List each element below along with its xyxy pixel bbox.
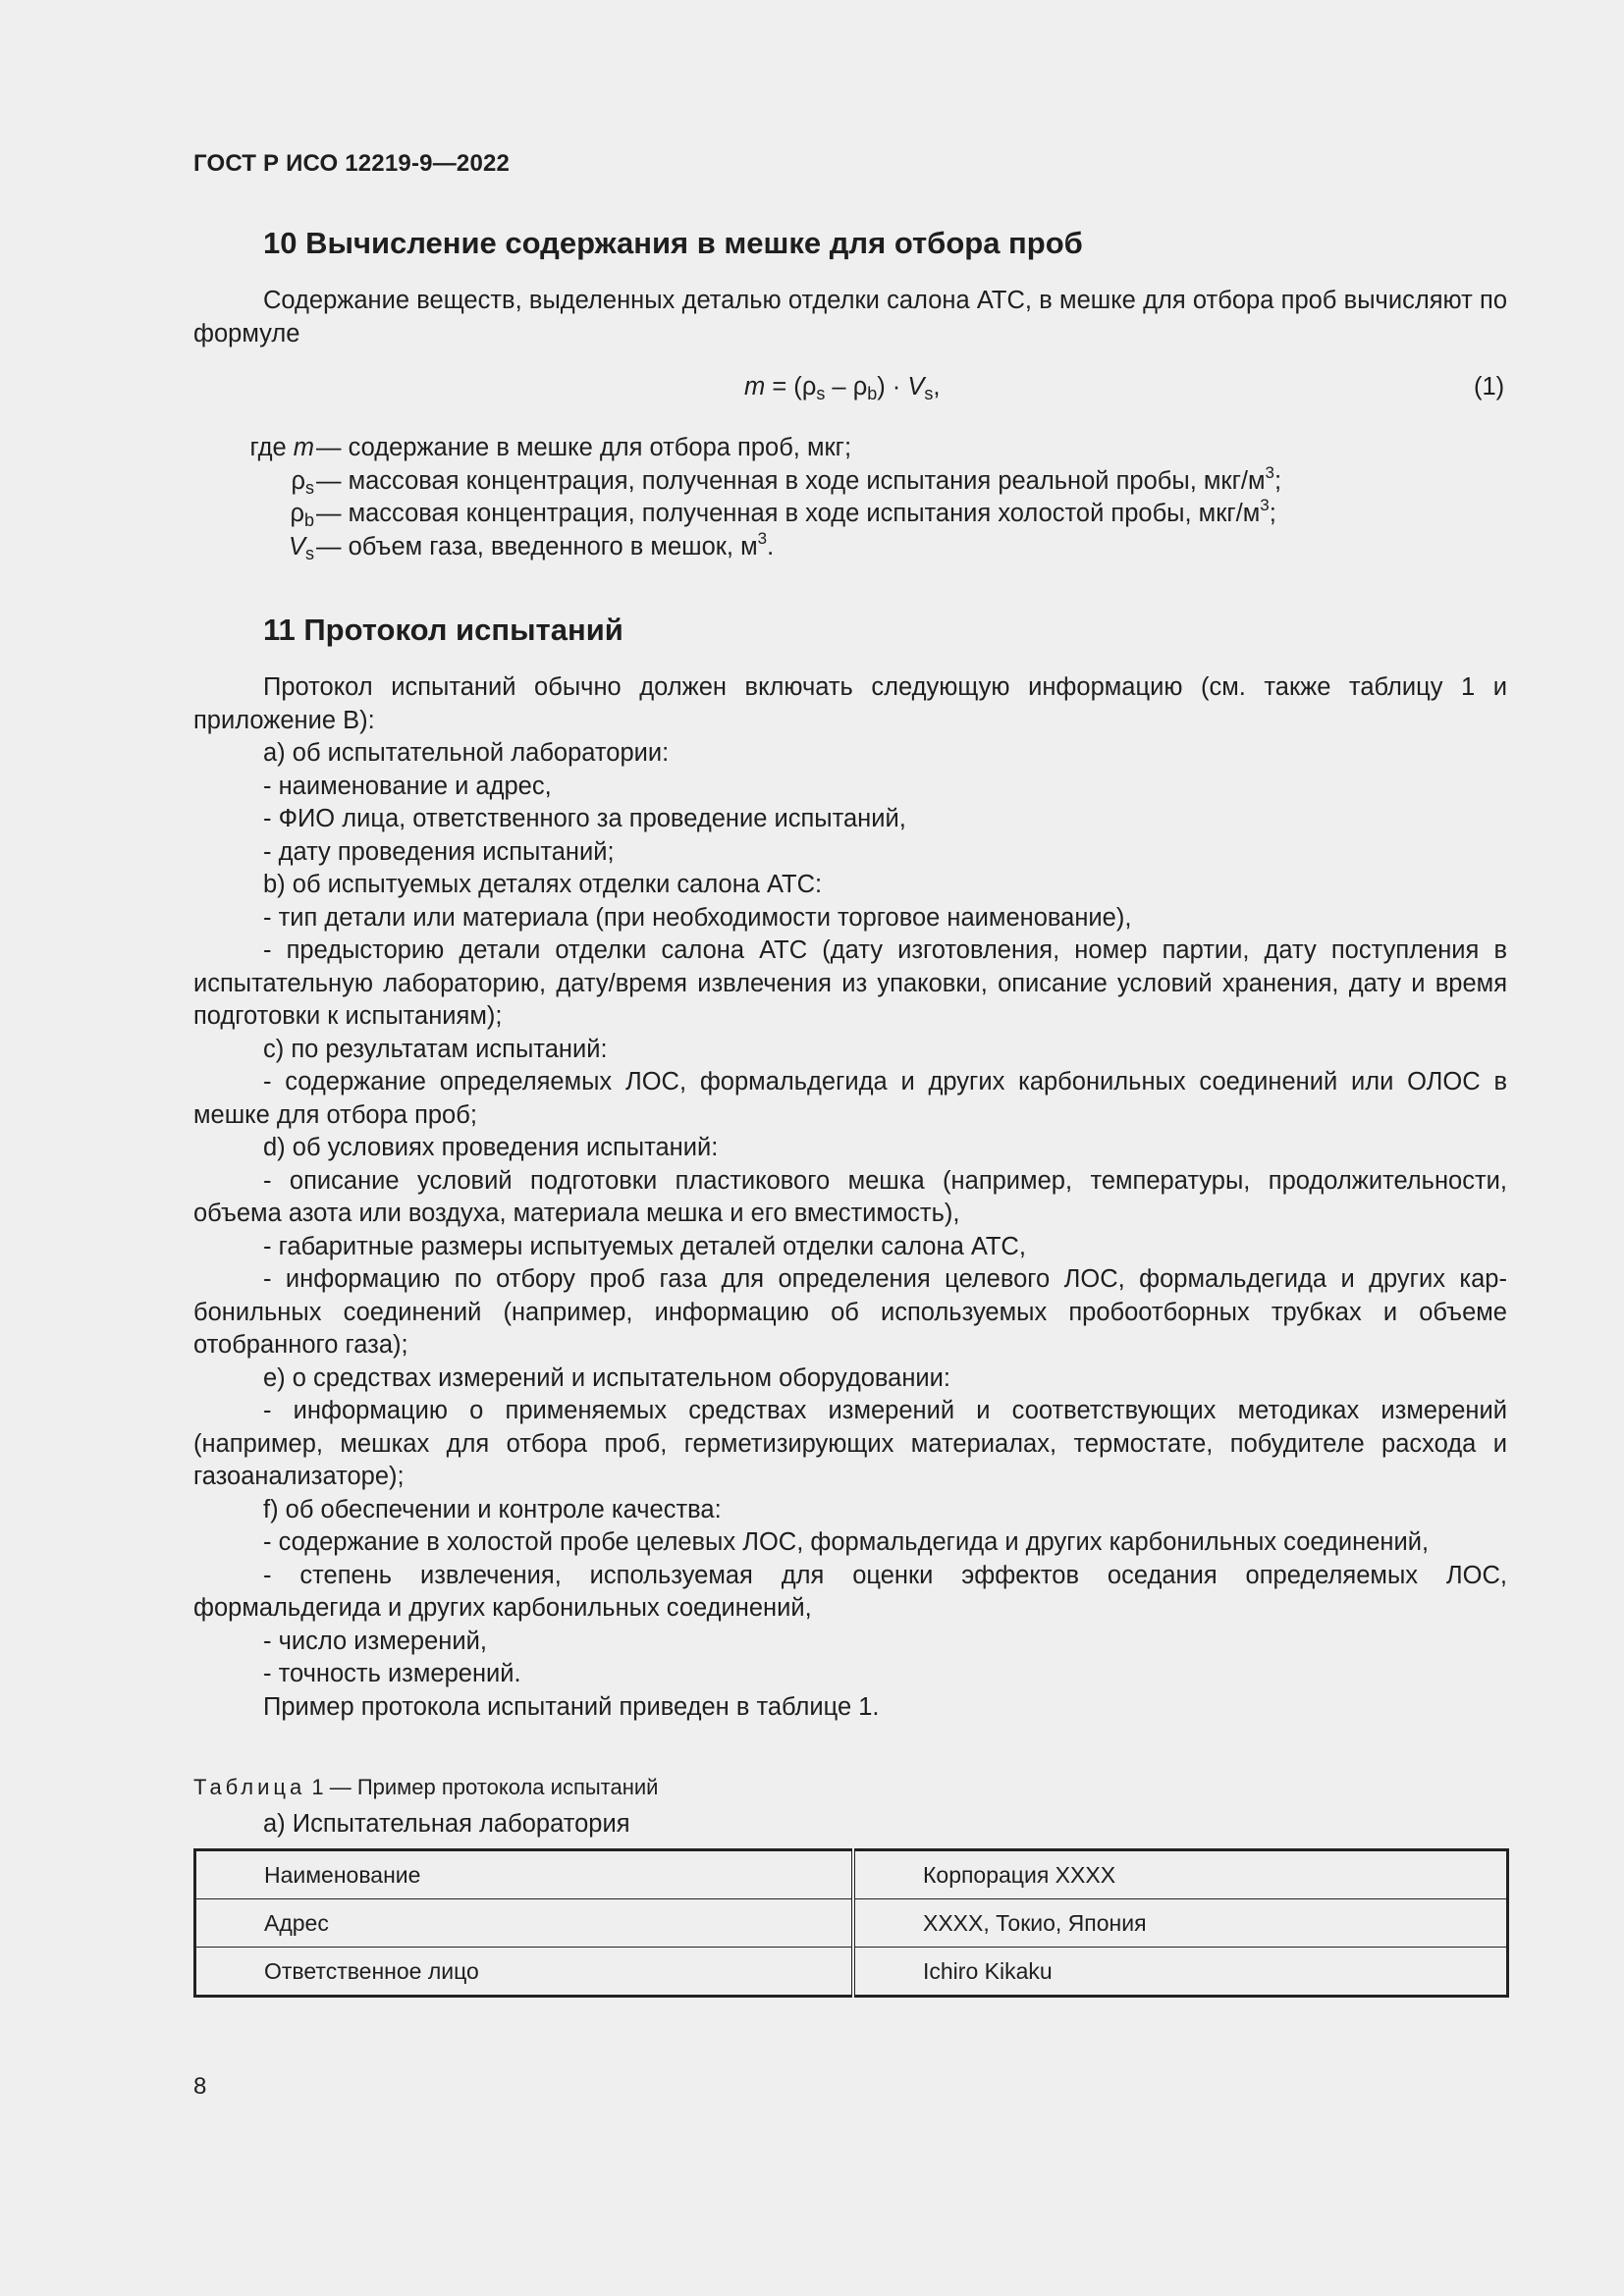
paragraph: - содержание определяемых ЛОС, формальдегида и других карбонильных соединений или ОЛОС в мешке для отбора проб; (193, 1068, 1507, 1129)
table-subtitle: a) Испытательная лаборатория (263, 1810, 630, 1838)
section-10-intro (193, 285, 1507, 350)
formula-rho-s: ρ (801, 373, 817, 400)
table-cell-label: Наименование (195, 1850, 854, 1899)
legend-sub: b (303, 510, 314, 530)
legend-lead: где (249, 434, 294, 461)
legend-sym: m (293, 434, 314, 461)
table-cell-label: Адрес (195, 1899, 854, 1948)
formula-sub-s: s (816, 384, 826, 403)
paragraph: - информацию по отбору проб газа для определения целевого ЛОС, формальдегида и других карбонильных соединений (например, информацию об используемых пробоотборных трубках и объеме отобранного газа); (193, 1265, 1507, 1359)
legend-desc-text: — массовая концентрация, полученная в ходе испытания реальной пробы, мкг/м (316, 466, 1266, 495)
legend-sup: 3 (757, 528, 768, 548)
paragraph: a) об испытательной лаборатории: (263, 739, 670, 767)
paragraph: - дату проведения испытаний; (263, 837, 615, 866)
paragraph: e) о средствах измерений и испытательном оборудовании: (263, 1363, 951, 1392)
paragraph: Протокол испытаний обычно должен включать следующую информацию (см. также таблицу 1 и приложение В): (193, 673, 1507, 734)
paragraph: d) об условиях проведения испытаний: (263, 1134, 719, 1161)
legend-sym: V (288, 532, 305, 561)
legend-symbol (249, 434, 314, 462)
paragraph: f) об обеспечении и контроле качества: (263, 1495, 722, 1523)
paragraph: - габаритные размеры испытуемых деталей отделки салона АТС, (263, 1232, 1026, 1260)
paragraph: - наименование и адрес, (263, 772, 552, 800)
paragraph: - содержание в холостой пробе целевых ЛОС, формальдегида и других карбонильных соединений, (263, 1528, 1430, 1556)
table-cell-value: Корпорация ХХХХ (853, 1850, 1508, 1899)
document-header: ГОСТ Р ИСО 12219-9—2022 (193, 150, 511, 177)
legend-desc-text: — массовая концентрация, полученная в ходе испытания холостой пробы, мкг/м (316, 500, 1261, 527)
paragraph: - тип детали или материала (при необходимости торговое наименование), (263, 903, 1132, 932)
formula-number: (1) (1474, 373, 1505, 400)
table-caption (193, 1775, 658, 1800)
legend-desc-text: — объем газа, введенного в мешок, м (316, 532, 758, 561)
formula-sub-b: b (867, 384, 878, 403)
formula-sub-vs: s (924, 384, 934, 403)
section-11-body (193, 671, 1507, 1724)
formula-dot: ) · (877, 373, 908, 400)
paragraph: - информацию о применяемых средствах измерений и соответствующих методиках измерений (например, мешках для отбора проб, герметизирующих материалах, термостате, побудителе расхода и газоанализаторе); (193, 1397, 1507, 1490)
paragraph: - описание условий подготовки пластикового мешка (например, температуры, продолжительности, объема азота или воздуха, материала мешка и его вместимость), (193, 1166, 1507, 1227)
formula-eq: = ( (765, 373, 802, 400)
paragraph: b) об испытуемых деталях отделки салона АТС: (263, 871, 823, 898)
formula-minus: – (825, 373, 853, 400)
formula-v: V (907, 373, 925, 400)
legend-desc: — содержание в мешке для отбора проб, мкг; (316, 434, 852, 461)
table-row (195, 1899, 1508, 1948)
legend-sup: 3 (1260, 496, 1270, 514)
section-10-title: 10 Вычисление содержания в мешке для отбора проб (263, 226, 1083, 260)
paragraph: - число измерений, (263, 1627, 487, 1655)
page-number: 8 (193, 2073, 207, 2100)
formula-1 (0, 373, 1624, 408)
table-cell-value: Ichiro Kikaku (853, 1948, 1508, 1997)
legend-sym: ρ (290, 500, 304, 527)
table-cell-value: ХХХХ, Токио, Япония (853, 1899, 1508, 1948)
formula-m: m (744, 373, 766, 400)
legend-sub: s (305, 477, 314, 498)
legend-symbol (290, 500, 314, 528)
legend-desc (316, 496, 1276, 528)
intro-paragraph: Содержание веществ, выделенных деталью отделки салона АТС, в мешке для отбора проб вычисляют по формуле (193, 287, 1507, 347)
table-caption-text: 1 — Пример протокола испытаний (305, 1775, 659, 1799)
section-11-title: 11 Протокол испытаний (263, 613, 623, 647)
table-caption-word: Таблица (193, 1775, 306, 1799)
legend-sub: s (305, 543, 314, 563)
legend-desc (316, 528, 775, 561)
table-row (195, 1948, 1508, 1997)
legend-tail: ; (1269, 500, 1276, 527)
legend-tail: ; (1273, 466, 1282, 495)
legend-symbol (291, 467, 314, 496)
legend-symbol (289, 533, 314, 561)
formula-rho-b: ρ (852, 373, 868, 400)
formula-expression (744, 373, 940, 401)
protocol-table (193, 1848, 1509, 1998)
formula-comma: , (933, 373, 941, 400)
paragraph: - предысторию детали отделки салона АТС (дату изготовления, номер партии, дату поступления в испытательную лабораторию, дату/время извлечения из упаковки, описание условий хранения, дату и время подготовки к испытаниям); (193, 936, 1507, 1030)
paragraph: - степень извлечения, используемая для оценки эффектов оседания определяемых ЛОС, формальдегида и других карбонильных соединений, (193, 1561, 1507, 1622)
table-cell-label: Ответственное лицо (195, 1948, 854, 1997)
legend-desc (316, 462, 1282, 496)
table-row (195, 1850, 1508, 1899)
paragraph: c) по результатам испытаний: (263, 1035, 608, 1063)
legend-tail: . (767, 532, 775, 561)
paragraph: - ФИО лица, ответственного за проведение испытаний, (263, 805, 906, 832)
paragraph: - точность измерений. (263, 1660, 521, 1687)
paragraph: Пример протокола испытаний приведен в таблице 1. (263, 1692, 880, 1721)
legend-sup: 3 (1265, 462, 1274, 482)
legend-sym: ρ (291, 466, 305, 495)
